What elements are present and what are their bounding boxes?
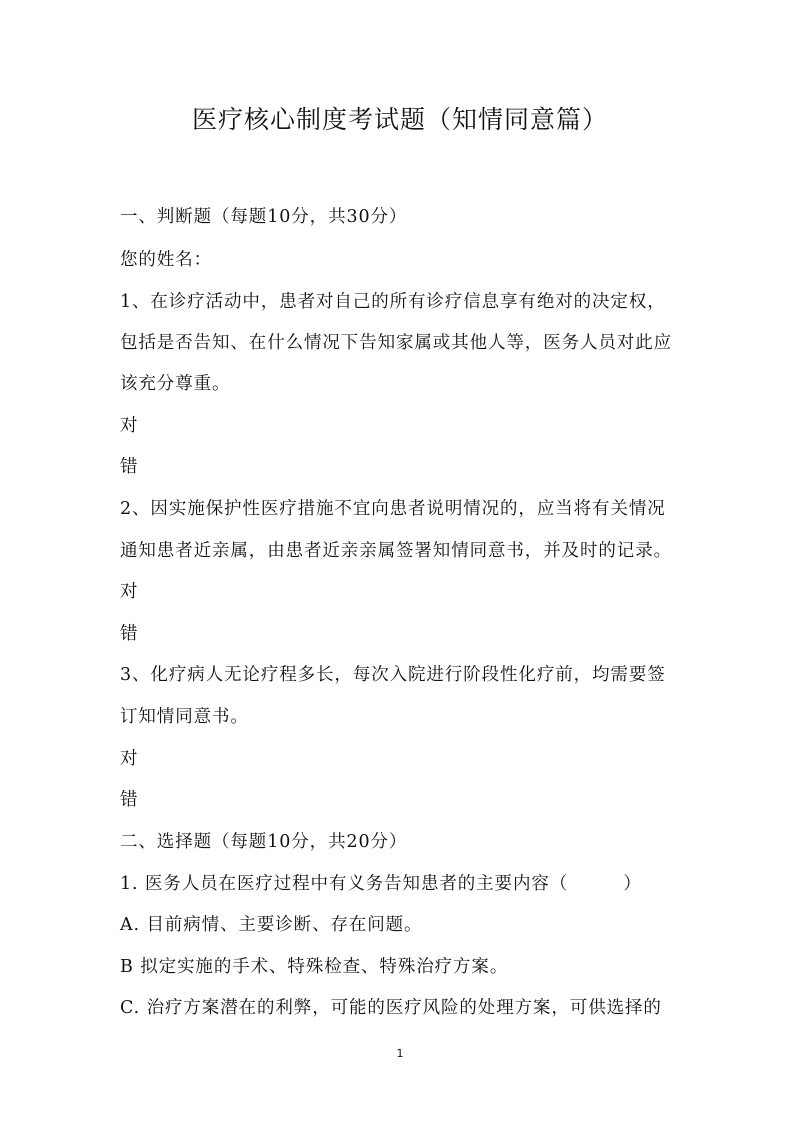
question-3-option-true: 对 [120,749,139,769]
question-3-text-line-1: 3、化疗病人无论疗程多长，每次入院进行阶段性化疗前，均需要签 [120,665,666,685]
mc-question-1-option-a: A. 目前病情、主要诊断、存在问题。 [120,915,423,935]
question-1-option-true: 对 [120,416,139,436]
question-2-option-true: 对 [120,582,139,602]
mc-question-1-option-b: B 拟定实施的手术、特殊检查、特殊治疗方案。 [120,957,509,977]
mc-question-1-option-c: C. 治疗方案潜在的利弊，可能的医疗风险的处理方案，可供选择的 [120,998,662,1018]
question-2-text-line-1: 2、因实施保护性医疗措施不宜向患者说明情况的，应当将有关情况 [120,499,666,519]
question-1-text-line-3: 该充分尊重。 [120,374,231,394]
question-1-option-false: 错 [120,457,139,477]
page-number: 1 [396,1047,404,1060]
section-heading-multiple-choice: 二、选择题（每题10分，共20分） [120,832,408,852]
question-1-text-line-2: 包括是否告知、在什么情况下告知家属或其他人等，医务人员对此应 [120,333,672,353]
question-3-option-false: 错 [120,790,139,810]
mc-question-1-text: 1. 医务人员在医疗过程中有义务告知患者的主要内容（ ） [120,874,642,894]
question-1-text-line-1: 1、在诊疗活动中，患者对自己的所有诊疗信息享有绝对的决定权， [120,292,666,312]
name-field-label: 您的姓名： [120,250,212,270]
document-title: 医疗核心制度考试题（知情同意篇） [191,105,608,134]
question-3-text-line-2: 订知情同意书。 [120,707,249,727]
question-2-option-false: 错 [120,624,139,644]
question-2-text-line-2: 通知患者近亲属，由患者近亲亲属签署知情同意书，并及时的记录。 [120,541,672,561]
section-heading-true-false: 一、判断题（每题10分，共30分） [120,207,408,227]
